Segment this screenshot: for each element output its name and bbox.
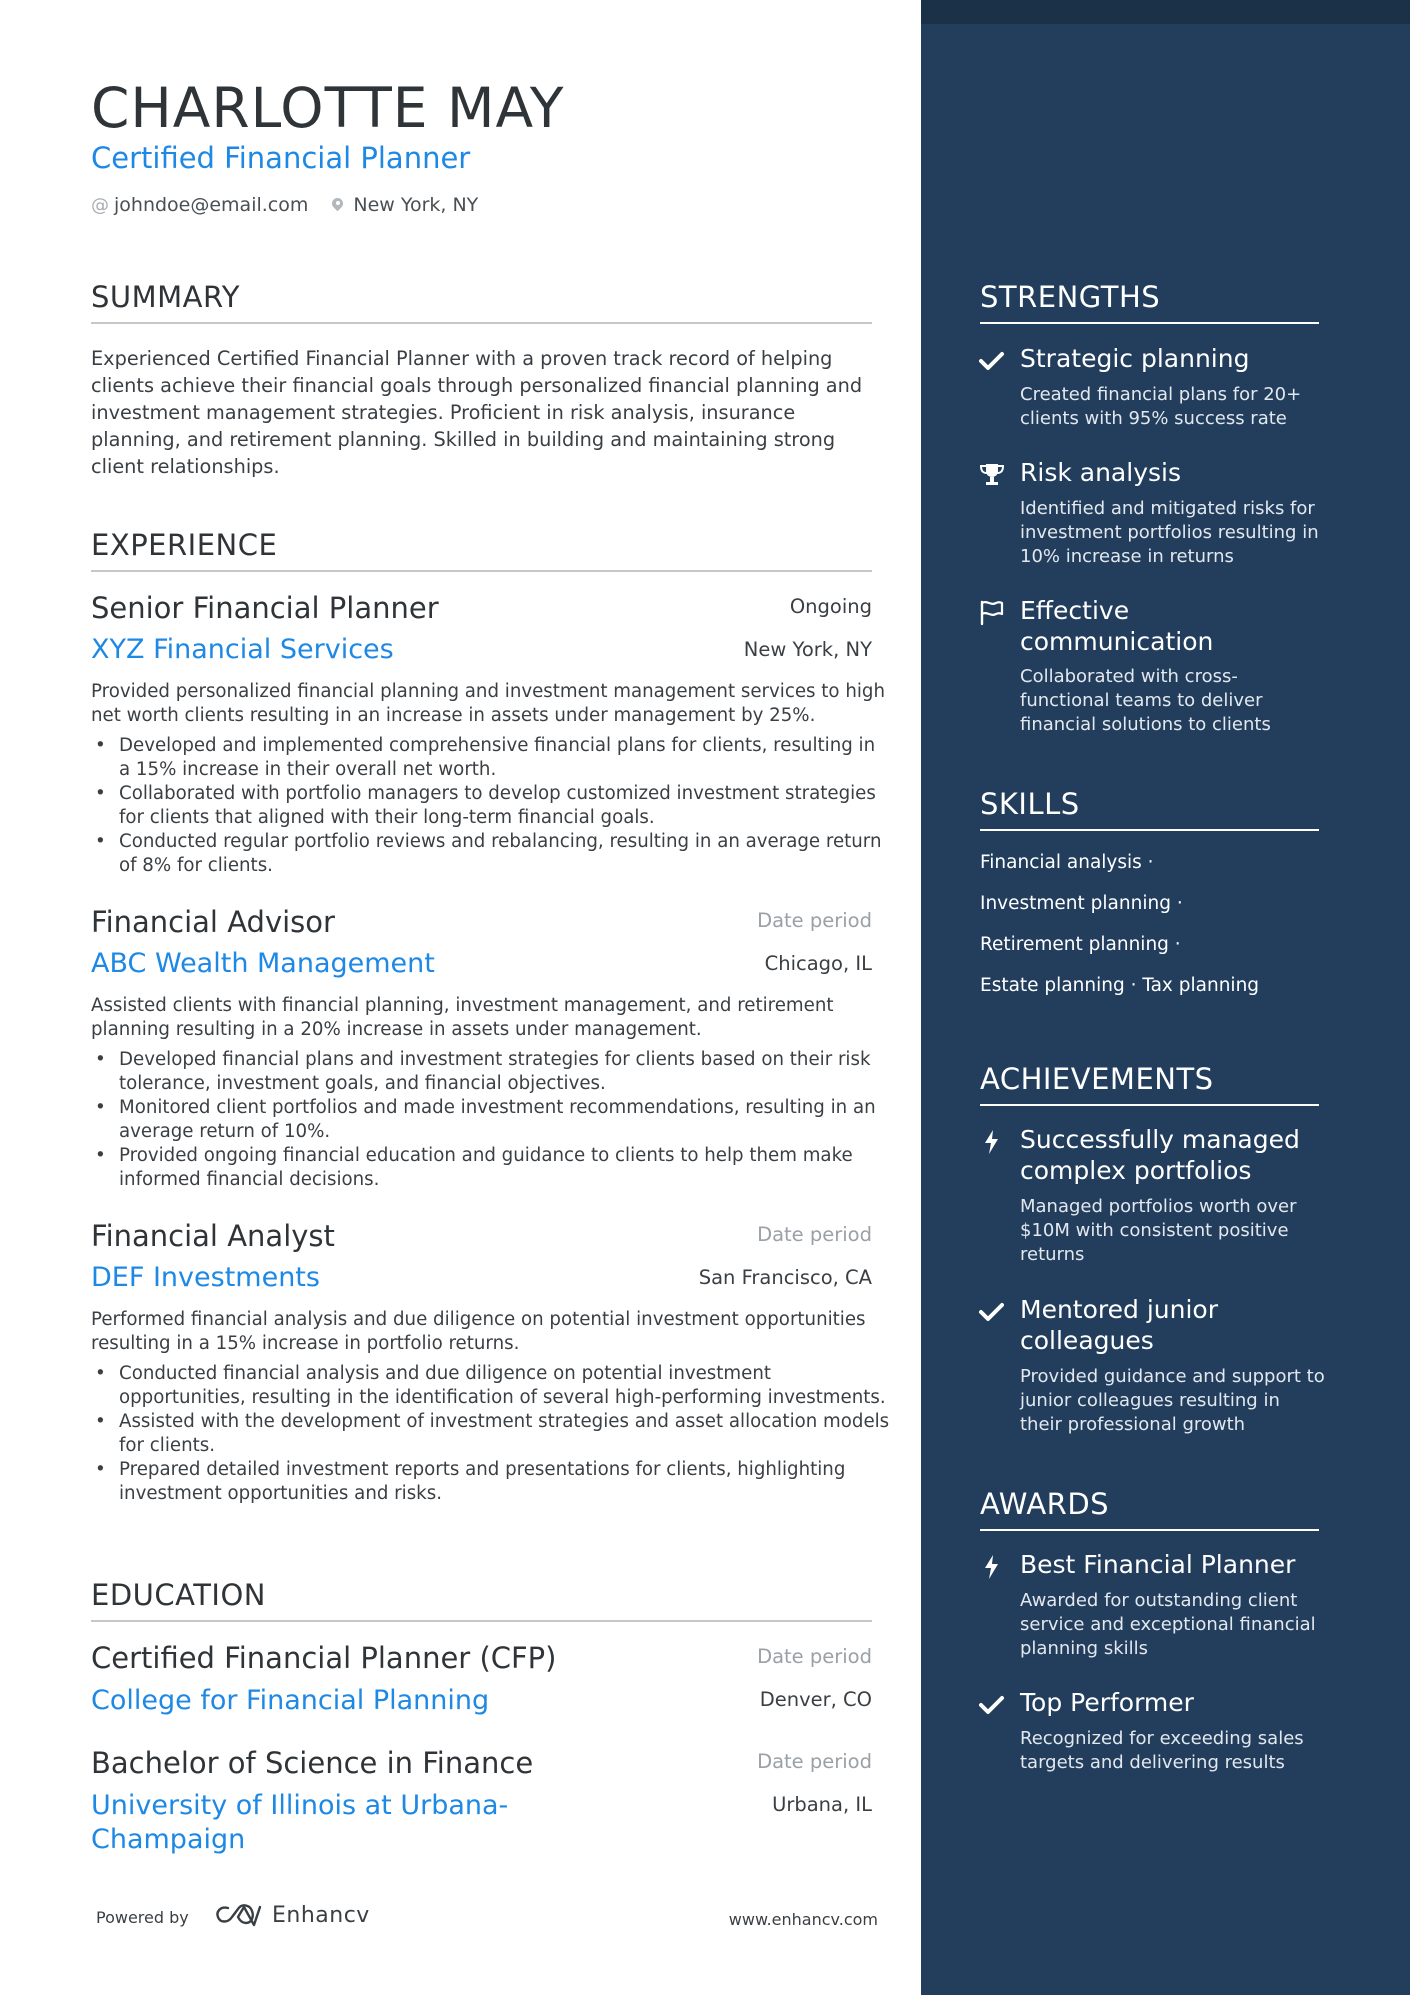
job-company: XYZ Financial Services [91,634,394,665]
award-description: Awarded for outstanding client service and exceptional financial planning skills [1020,1590,1316,1659]
job-bullet: • Conducted financial analysis and due diligence on potential investment opportunities, resulting in the identification of several high-performing investments. [91,1362,891,1410]
strength-title: Risk analysis [1020,458,1181,487]
strength-description: Collaborated with cross-functional teams to deliver financial solutions to clients [1020,666,1271,735]
job-description: Performed financial analysis and due diligence on potential investment opportunities resulting in a 15% increase in portfolio returns. [91,1309,866,1354]
experience-heading: EXPERIENCE [91,528,872,572]
job-location: San Francisco, CA [698,1266,872,1289]
job-bullet: • Conducted regular portfolio reviews and rebalancing, resulting in an average return of 8% for clients. [91,830,891,878]
award-description: Recognized for exceeding sales targets and delivering results [1020,1728,1304,1773]
achievement-title: Successfully managed complex portfolios [1020,1125,1300,1185]
location-text: New York, NY [353,194,479,216]
skill-line: Financial analysis · [980,852,1154,873]
strength-description: Identified and mitigated risks for investment portfolios resulting in 10% increase in returns [1020,498,1319,567]
summary-text: Experienced Certified Financial Planner with a proven track record of helping clients achieve their financial goals through personalized financial planning and investment management strategies. Proficient in risk analysis, insurance planning, and retirement planning. Skilled in building and maintaining strong client relationships. [91,347,863,478]
summary-heading: SUMMARY [91,280,872,324]
job-company: DEF Investments [91,1262,320,1293]
sidebar-top-band [921,0,1410,24]
strength-title: Strategic planning [1020,344,1250,373]
job-bullets [91,1048,891,1192]
check-icon [978,1298,1006,1326]
trophy-icon [978,461,1006,489]
job-bullet: • Developed financial plans and investment strategies for clients based on their risk tolerance, investment goals, and financial objectives. [91,1048,891,1096]
skills-heading: SKILLS [980,787,1319,831]
education-school: College for Financial Planning [91,1685,490,1716]
bolt-icon [978,1128,1006,1156]
skill-line: Estate planning · Tax planning [980,975,1260,996]
education-date: Date period [757,1750,872,1773]
awards-heading: AWARDS [980,1487,1319,1531]
skill-line: Retirement planning · [980,934,1181,955]
job-bullet: • Provided ongoing financial education and guidance to clients to help them make informed financial decisions. [91,1144,891,1192]
strength-description: Created financial plans for 20+ clients with 95% success rate [1020,384,1302,429]
achievement-title: Mentored junior colleagues [1020,1295,1218,1355]
enhancv-logo[interactable] [214,1898,370,1932]
job-date: Ongoing [789,595,872,618]
enhancv-logo-icon [214,1903,262,1927]
award-title: Best Financial Planner [1020,1550,1296,1579]
job-bullets [91,734,891,878]
job-date: Date period [757,909,872,932]
email-icon: @ [91,194,109,216]
contact-row [91,194,478,216]
achievement-description: Managed portfolios worth over $10M with consistent positive returns [1020,1196,1297,1265]
education-degree: Certified Financial Planner (CFP) [91,1641,557,1675]
check-icon [978,1691,1006,1719]
powered-by-label: Powered by [96,1908,189,1927]
education-location: Urbana, IL [772,1793,872,1816]
job-description: Provided personalized financial planning and investment management services to high net worth clients resulting in an increase in assets under management by 25%. [91,681,885,726]
job-bullet: • Collaborated with portfolio managers to develop customized investment strategies for clients that aligned with their long-term financial goals. [91,782,891,830]
strength-title: Effective communication [1020,596,1214,656]
job-description: Assisted clients with financial planning, investment management, and retirement planning resulting in a 20% increase in assets under management. [91,995,834,1040]
enhancv-brand-text: Enhancv [272,1902,370,1928]
candidate-title: Certified Financial Planner [91,141,471,175]
location-pin-icon [332,198,343,213]
candidate-name: CHARLOTTE MAY [91,76,565,140]
job-date: Date period [757,1223,872,1246]
achievements-heading: ACHIEVEMENTS [980,1062,1319,1106]
job-location: Chicago, IL [764,952,872,975]
job-bullet: • Prepared detailed investment reports and presentations for clients, highlighting investment opportunities and risks. [91,1458,891,1506]
job-bullet: • Monitored client portfolios and made investment recommendations, resulting in an average return of 10%. [91,1096,891,1144]
job-bullet: • Assisted with the development of investment strategies and asset allocation models for clients. [91,1410,891,1458]
job-role: Senior Financial Planner [91,591,439,625]
job-role: Financial Advisor [91,905,335,939]
bolt-icon [978,1553,1006,1581]
education-location: Denver, CO [759,1688,872,1711]
check-icon [978,347,1006,375]
footer-url-link[interactable]: www.enhancv.com [728,1910,878,1929]
job-bullet: • Developed and implemented comprehensive financial plans for clients, resulting in a 15% increase in their overall net worth. [91,734,891,782]
job-company: ABC Wealth Management [91,948,435,979]
job-location: New York, NY [743,638,872,661]
education-date: Date period [757,1645,872,1668]
award-title: Top Performer [1020,1688,1194,1717]
email-text[interactable]: johndoe@email.com [114,194,309,216]
achievement-description: Provided guidance and support to junior colleagues resulting in their professional growth [1020,1366,1325,1435]
strengths-heading: STRENGTHS [980,280,1319,324]
education-school: University of Illinois at Urbana-Champaign [91,1790,509,1855]
job-bullets [91,1362,891,1506]
job-role: Financial Analyst [91,1219,335,1253]
flag-icon [978,599,1006,627]
education-degree: Bachelor of Science in Finance [91,1746,534,1780]
skill-line: Investment planning · [980,893,1183,914]
education-heading: EDUCATION [91,1578,872,1622]
